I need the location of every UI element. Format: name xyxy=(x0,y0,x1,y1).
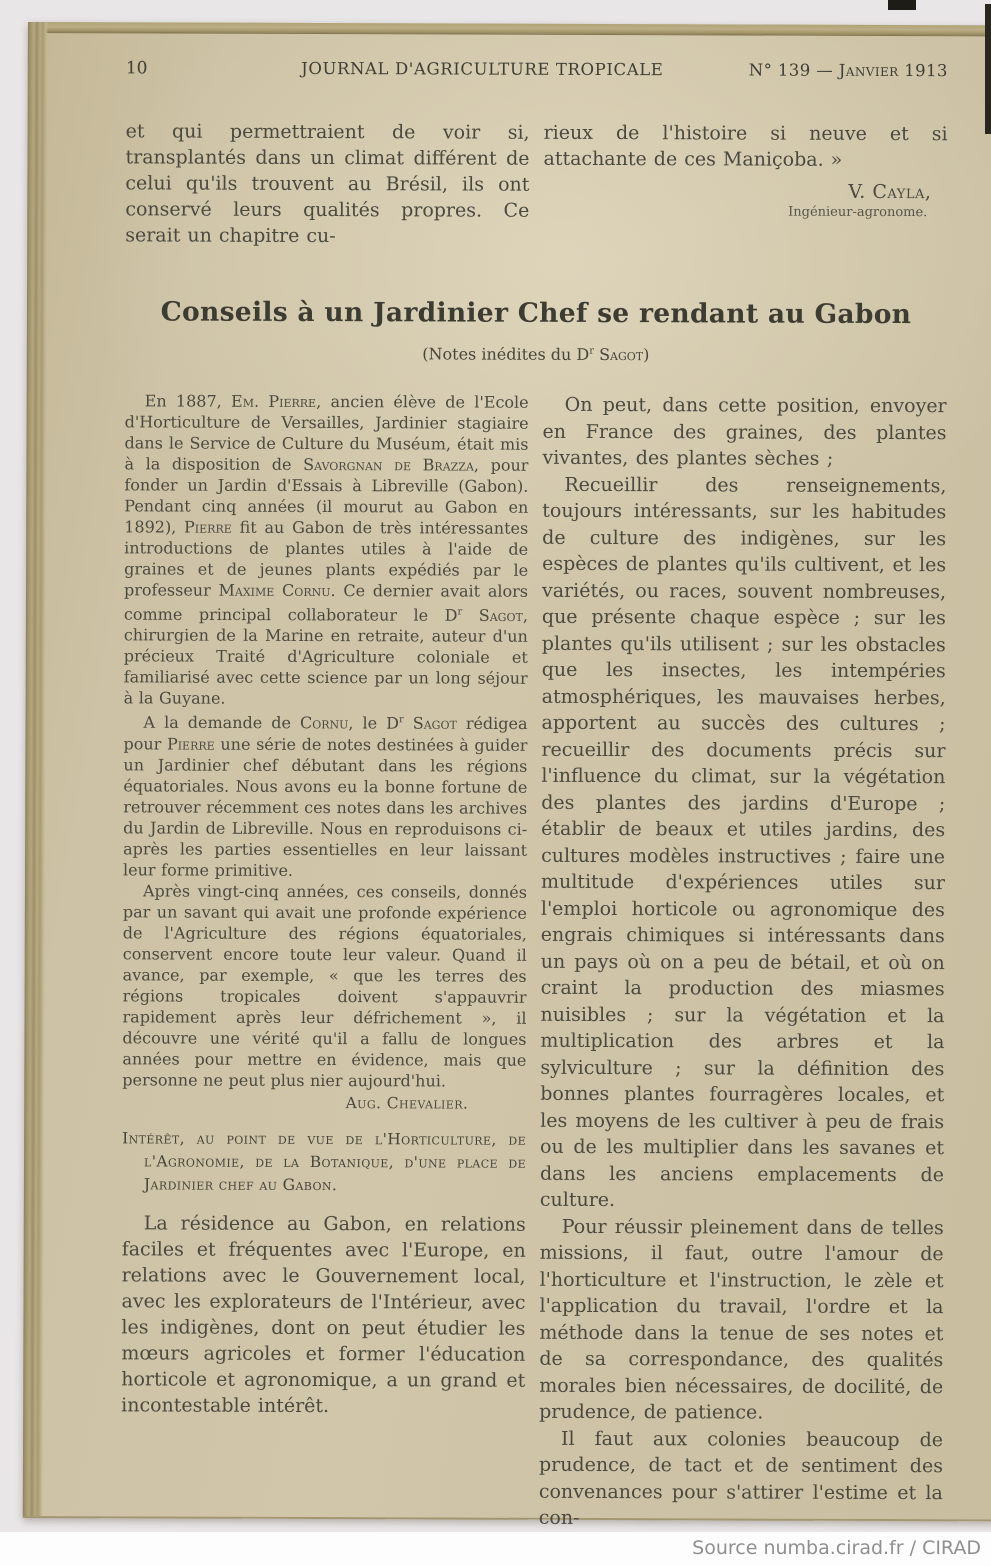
page-header xyxy=(126,58,948,85)
cayla-signature xyxy=(543,180,947,220)
article-subtitle: (Notes inédites du $D^r$ Sagot) xyxy=(422,344,650,365)
scan-shadow-top xyxy=(888,0,916,10)
intro-paragraph: En 1887, Em. Pierre, ancien élève de l'Ecole d'Horticulture de Versailles, Jardinier stagiaire dans le Service de Culture du Muséum, était mis à la disposition de Savorgnan de Brazza, pour fonder un Jardin d'Essais à Libreville (Gabon). Pendant cinq années (il mourut au Gabon en 1892), Pierre fit au Gabon de très intéressantes introductions de plantes utiles à l'aide de graines et de jeunes plants expédiés par le professeur Maxime Cornu. Ce dernier avait alors comme principal collaborateur le $D^r$ Sagot, chirurgien de la Marine en retraite, auteur d'un précieux Traité d'Agriculture coloniale et familiarisé avec cette science par un long séjour à la Guyane. xyxy=(123,391,529,709)
body-paragraph: On peut, dans cette position, envoyer en France des graines, des plantes vivantes, des plantes sèches ; xyxy=(542,393,947,470)
left-column xyxy=(121,390,529,1531)
section-heading: Intérêt, au point de vue de l'Horticulture, de l'Agronomie, de la Botanique, d'une place de Jardinier chef au Gabon. xyxy=(122,1128,527,1194)
continuation-section xyxy=(125,118,947,251)
journal-page xyxy=(23,22,991,1529)
body-paragraph: La résidence au Gabon, en relations faciles et fréquentes avec l'Europe, en relations avec le Gouvernement local, avec les explorateurs de l'Intérieur, avec les indigènes, dont on peut étudier les mœurs agricoles et former l'éducation horticole et agronomique, a un grand et incontestable intérêt. xyxy=(121,1212,526,1417)
page-number: 10 xyxy=(125,58,148,79)
continuation-left-text: et qui permettraient de voir si, transplantés dans un climat différent de celui qu'ils trouvent au Brésil, ils ont conservé leurs qualités propres. Ce serait un chapitre cu- xyxy=(125,120,530,248)
continuation-right-column xyxy=(543,120,947,251)
signature-role: Ingénieur-agronome. xyxy=(788,204,928,221)
article-body xyxy=(121,390,947,1532)
source-watermark: Source numba.cirad.fr / CIRAD xyxy=(0,1532,991,1566)
continuation-left-column xyxy=(125,118,529,249)
journal-title: JOURNAL D'AGRICULTURE TROPICALE xyxy=(301,58,664,80)
signature-name: V. Cayla, xyxy=(848,180,932,204)
chevalier-signature: Aug. Chevalier. xyxy=(345,1093,469,1113)
page-content xyxy=(121,58,948,1532)
right-column xyxy=(539,392,947,1533)
article-title: Conseils à un Jardinier Chef se rendant au Gabon xyxy=(160,296,912,331)
intro-paragraph: A la demande de Cornu, le $D^r$ Sagot rédigea pour Pierre une série de notes destinées à guider un Jardinier chef débutant dans les régions équatoriales. Nous avons eu la bonne fortune de retrouver récemment ces notes dans les archives du Jardin de Libreville. Nous en reproduisons ci-après les parties essentielles en leur laissant leur forme primitive. xyxy=(123,713,528,880)
page-left-edge xyxy=(23,22,48,1516)
intro-paragraph: Après vingt-cinq années, ces conseils, donnés par un savant qui avait une profonde expérience de l'Agriculture des régions équatoriales, conservent encore toute leur valeur. Quand il avance, par exemple, « que les terres des régions tropicales doivent s'appauvrir rapidement après leur défrichement », il découvre une vérité qu'il a fallu de longues années pour mettre en évidence, mais que personne ne peut plus nier aujourd'hui. xyxy=(122,881,527,1091)
issue-info: N° 139 — Janvier 1913 xyxy=(748,60,948,81)
body-paragraph: Pour réussir pleinement dans de telles missions, il faut, outre l'amour de l'horticulture et l'instruction, le zèle et l'application du travail, l'ordre et la méthode dans la tenue de ses notes et de sa correspondance, des qualités morales bien nécessaires, de docilité, de prudence, de patience. xyxy=(539,1215,944,1424)
scan-shadow-right xyxy=(985,4,991,134)
body-paragraph: Il faut aux colonies beaucoup de prudence, de tact et de sentiment des convenances pour s'attirer l'estime et la con- xyxy=(538,1427,944,1529)
body-paragraph: Recueillir des renseignements, toujours intéressants, sur les habitudes de culture des indigènes, sur les espèces de plantes qu'ils cultivent, et les variétés, ou races, souvent nombreuses, que présente chaque espèce ; sur les plantes qu'ils utilisent ; sur les obstacles que les insectes, les intempéries atmosphériques, les mauvaises herbes, apportent au succès des cultures ; recueillir des documents précis sur l'influence du climat, sur la végétation des plantes des jardins d'Europe ; établir de beaux et utiles jardins, des cultures modèles instructives ; faire une multitude d'expériences utiles sur l'emploi horticole ou agronomique des engrais chimiques si intéressants dans un pays où on a peu de bétail, et où on craint la production des miasmes nuisibles ; sur la végétation et la multiplication des arbres et la sylviculture ; sur la définition des bonnes plantes fourragères locales, et les moyens de les cultiver à peu de frais ou de les multiplier dans les savanes et dans les anciens emplacements de culture. xyxy=(539,473,947,1212)
continuation-right-text: rieux de l'histoire si neuve et si attachante de ces Maniçoba. » xyxy=(543,121,948,171)
page-top-edge xyxy=(28,22,991,36)
